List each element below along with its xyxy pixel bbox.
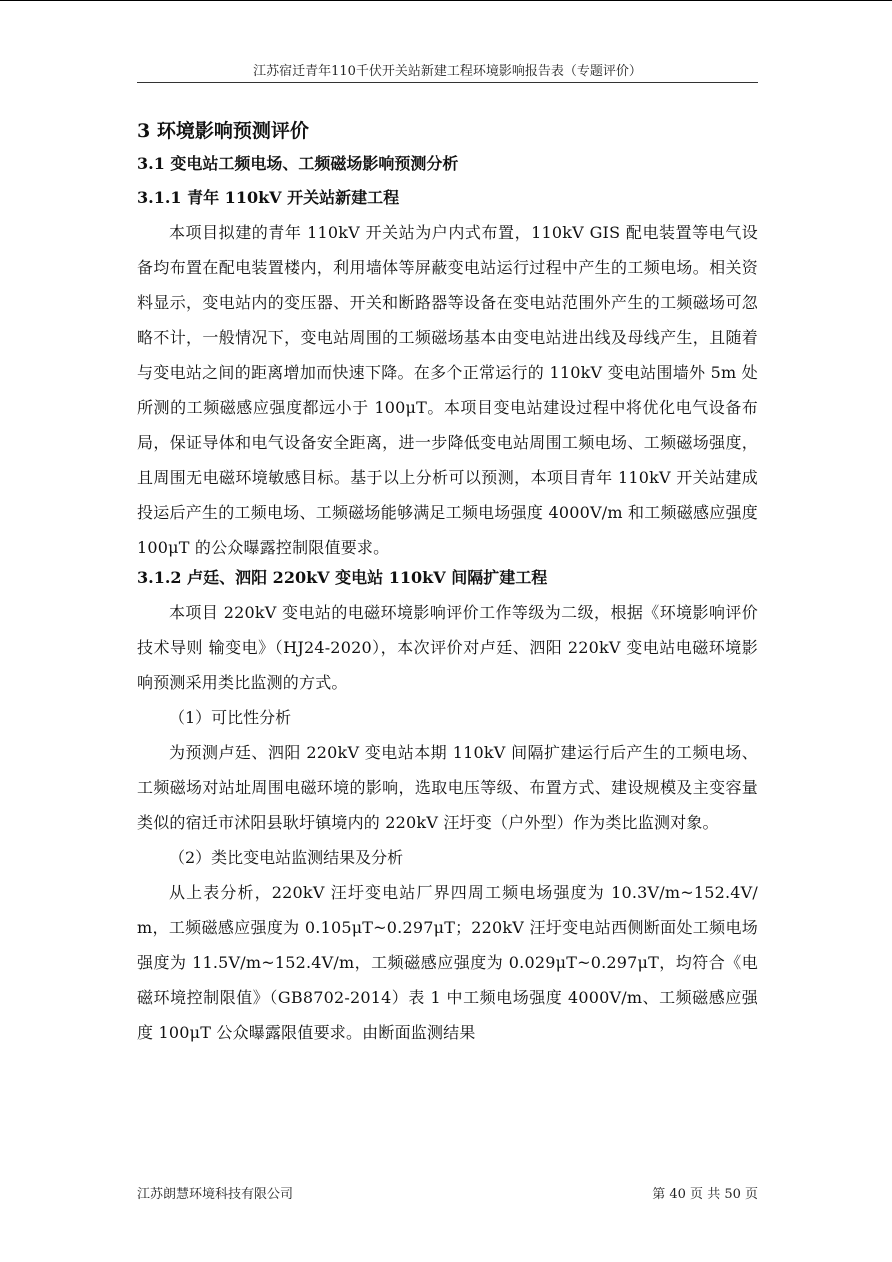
running-header: 江苏宿迁青年110千伏开关站新建工程环境影响报告表（专题评价） bbox=[253, 64, 642, 79]
item-heading-comparability: （1）可比性分析 bbox=[169, 708, 292, 727]
header-rule bbox=[137, 82, 758, 83]
footer-company: 江苏朗慧环境科技有限公司 bbox=[137, 1187, 294, 1202]
item-heading-monitoring: （2）类比变电站监测结果及分析 bbox=[169, 848, 404, 867]
paragraph-comparability: 为预测卢廷、泗阳 220kV 变电站本期 110kV 间隔扩建运行后产生的工频电场、工频磁场对站址周围电磁环境的影响，选取电压等级、布置方式、建设规模及主变容量类似的宿迁市沭阳县耿圩镇境内的 220kV 汪圩变（户外型）作为类比监测对象。 bbox=[137, 743, 758, 832]
chapter-title: 3 环境影响预测评价 bbox=[137, 120, 309, 142]
footer-page-number: 第 40 页 共 50 页 bbox=[652, 1187, 758, 1202]
section-title: 3.1 变电站工频电场、工频磁场影响预测分析 bbox=[137, 154, 459, 173]
paragraph-substation-expansion: 本项目 220kV 变电站的电磁环境影响评价工作等级为二级，根据《环境影响评价技术导则 输变电》（HJ24-2020），本次评价对卢廷、泗阳 220kV 变电站电磁环境影响预测采用类比监测的方式。 bbox=[137, 603, 758, 692]
paragraph-monitoring-results: 从上表分析，220kV 汪圩变电站厂界四周工频电场强度为 10.3V/m~152.4V/m，工频磁感应强度为 0.105μT~0.297μT；220kV 汪圩变电站西侧断面处工频电场强度为 11.5V/m~152.4V/m，工频磁感应强度为 0.029μT~0.297μT，均符合《电磁环境控制限值》（GB8702-2014）表 1 中工频电场强度 4000V/m、工频磁感应强度 100μT 公众曝露限值要求。由断面监测结果 bbox=[137, 883, 758, 1042]
paragraph-substation-new: 本项目拟建的青年 110kV 开关站为户内式布置，110kV GIS 配电装置等电气设备均布置在配电装置楼内，利用墙体等屏蔽变电站运行过程中产生的工频电场。相关资料显示，变电站内的变压器、开关和断路器等设备在变电站范围外产生的工频磁场可忽略不计，一般情况下，变电站周围的工频磁场基本由变电站进出线及母线产生，且随着与变电站之间的距离增加而快速下降。在多个正常运行的 110kV 变电站围墙外 5m 处所测的工频磁感应强度都远小于 100μT。本项目变电站建设过程中将优化电气设备布局，保证导体和电气设备安全距离，进一步降低变电站周围工频电场、工频磁场强度，且周围无电磁环境敏感目标。基于以上分析可以预测，本项目青年 110kV 开关站建成投运后产生的工频电场、工频磁场能够满足工频电场强度 4000V/m 和工频磁感应强度 100μT 的公众曝露控制限值要求。 bbox=[137, 223, 758, 557]
page-body bbox=[137, 116, 758, 1050]
top-border-line bbox=[0, 0, 892, 1]
subsection-title-1: 3.1.1 青年 110kV 开关站新建工程 bbox=[137, 188, 400, 207]
subsection-title-2: 3.1.2 卢廷、泗阳 220kV 变电站 110kV 间隔扩建工程 bbox=[137, 568, 548, 587]
